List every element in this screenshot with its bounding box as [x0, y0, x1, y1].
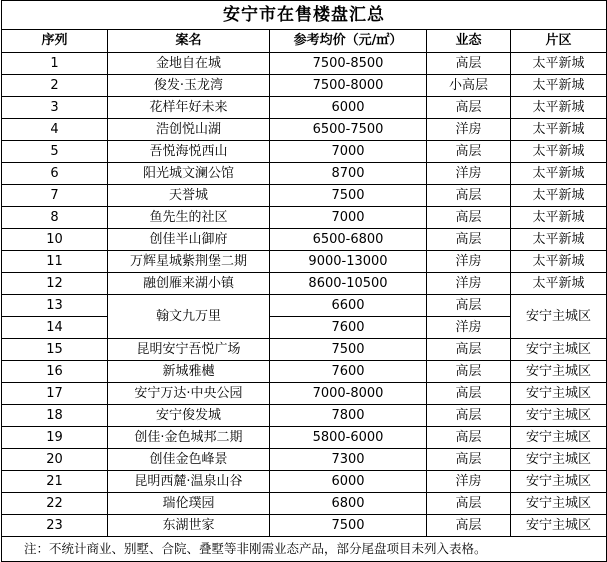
cell-price: 7000: [270, 141, 427, 163]
table-row: [2, 383, 607, 405]
cell-type: 高层: [427, 53, 511, 75]
cell-price: 6500-6800: [270, 229, 427, 251]
cell-index: 3: [2, 97, 108, 119]
header-index: 序列: [2, 30, 108, 53]
table-row: [2, 97, 607, 119]
cell-index: 13: [2, 295, 108, 317]
cell-district: 安宁主城区: [511, 493, 607, 515]
cell-price: 7600: [270, 317, 427, 339]
cell-index: 23: [2, 515, 108, 537]
table-row: [2, 229, 607, 251]
cell-index: 16: [2, 361, 108, 383]
header-district: 片区: [511, 30, 607, 53]
cell-index: 8: [2, 207, 108, 229]
cell-index: 18: [2, 405, 108, 427]
cell-index: 6: [2, 163, 108, 185]
cell-index: 14: [2, 317, 108, 339]
cell-type: 高层: [427, 229, 511, 251]
cell-price: 7000-8000: [270, 383, 427, 405]
cell-name: 创佳金色峰景: [108, 449, 270, 471]
cell-district: 安宁主城区: [511, 339, 607, 361]
cell-price: 7600: [270, 361, 427, 383]
cell-price: 7500-8500: [270, 53, 427, 75]
cell-index: 17: [2, 383, 108, 405]
cell-name: 俊发·玉龙湾: [108, 75, 270, 97]
cell-price: 7500: [270, 339, 427, 361]
table-row: [2, 361, 607, 383]
cell-price: 7300: [270, 449, 427, 471]
cell-type: 洋房: [427, 471, 511, 493]
cell-district: 安宁主城区: [511, 383, 607, 405]
cell-price: 7500: [270, 185, 427, 207]
cell-type: 高层: [427, 361, 511, 383]
header-name: 案名: [108, 30, 270, 53]
cell-district: 安宁主城区: [511, 471, 607, 493]
cell-district: 太平新城: [511, 229, 607, 251]
cell-index: 19: [2, 427, 108, 449]
cell-district: 安宁主城区: [511, 427, 607, 449]
cell-price: 6500-7500: [270, 119, 427, 141]
title-row: [2, 1, 607, 30]
cell-price: 6000: [270, 97, 427, 119]
cell-index: 1: [2, 53, 108, 75]
table-row: [2, 163, 607, 185]
cell-type: 高层: [427, 427, 511, 449]
cell-index: 12: [2, 273, 108, 295]
table-row: [2, 273, 607, 295]
cell-type: 洋房: [427, 163, 511, 185]
cell-name: 新城雅樾: [108, 361, 270, 383]
cell-type: 高层: [427, 339, 511, 361]
cell-name: 创佳·金色城邦二期: [108, 427, 270, 449]
cell-district: 安宁主城区: [511, 515, 607, 537]
cell-type: 洋房: [427, 273, 511, 295]
cell-name: 瑞伦璞园: [108, 493, 270, 515]
cell-index: 15: [2, 339, 108, 361]
table-row: [2, 405, 607, 427]
cell-index: 10: [2, 229, 108, 251]
table-row: [2, 471, 607, 493]
cell-name: 昆明安宁吾悦广场: [108, 339, 270, 361]
cell-name: 金地自在城: [108, 53, 270, 75]
cell-type: 高层: [427, 97, 511, 119]
table-row: [2, 53, 607, 75]
cell-type: 洋房: [427, 251, 511, 273]
cell-name: 创佳半山御府: [108, 229, 270, 251]
cell-type: 高层: [427, 295, 511, 317]
cell-price: 8700: [270, 163, 427, 185]
cell-price: 7500-8000: [270, 75, 427, 97]
cell-index: 7: [2, 185, 108, 207]
cell-type: 洋房: [427, 317, 511, 339]
cell-district: 太平新城: [511, 163, 607, 185]
table-row: [2, 515, 607, 537]
cell-name: 吾悦海悦西山: [108, 141, 270, 163]
cell-name: 万辉星城紫荆堡二期: [108, 251, 270, 273]
cell-district: 安宁主城区: [511, 405, 607, 427]
cell-district: 太平新城: [511, 273, 607, 295]
cell-index: 11: [2, 251, 108, 273]
table-row: [2, 427, 607, 449]
cell-type: 洋房: [427, 119, 511, 141]
cell-type: 高层: [427, 207, 511, 229]
cell-district: 太平新城: [511, 141, 607, 163]
table-row: [2, 295, 607, 317]
header-price: 参考均价（元/㎡）: [270, 30, 427, 53]
header-type: 业态: [427, 30, 511, 53]
cell-name: 花样年好未来: [108, 97, 270, 119]
cell-type: 高层: [427, 141, 511, 163]
header-row: [2, 30, 607, 53]
cell-price: 6600: [270, 295, 427, 317]
cell-index: 22: [2, 493, 108, 515]
cell-type: 高层: [427, 515, 511, 537]
cell-price: 7000: [270, 207, 427, 229]
cell-name: 浩创悦山湖: [108, 119, 270, 141]
table-row: [2, 119, 607, 141]
cell-type: 小高层: [427, 75, 511, 97]
cell-name: 阳光城文澜公馆: [108, 163, 270, 185]
cell-price: 8600-10500: [270, 273, 427, 295]
cell-district: 太平新城: [511, 119, 607, 141]
cell-type: 高层: [427, 449, 511, 471]
table-row: [2, 75, 607, 97]
cell-district-merged: 安宁主城区: [511, 295, 607, 339]
cell-name: 安宁俊发城: [108, 405, 270, 427]
cell-district: 安宁主城区: [511, 449, 607, 471]
cell-district: 安宁主城区: [511, 361, 607, 383]
cell-name-merged: 翰文九万里: [108, 295, 270, 339]
cell-name: 东湖世家: [108, 515, 270, 537]
note-row: [2, 537, 607, 562]
table-row: [2, 339, 607, 361]
cell-name: 鱼先生的社区: [108, 207, 270, 229]
table-row: [2, 141, 607, 163]
cell-district: 太平新城: [511, 97, 607, 119]
cell-district: 太平新城: [511, 75, 607, 97]
cell-index: 5: [2, 141, 108, 163]
table-note: 注：不统计商业、别墅、合院、叠墅等非刚需业态产品，部分尾盘项目未列入表格。: [2, 537, 607, 562]
cell-type: 高层: [427, 185, 511, 207]
cell-district: 太平新城: [511, 207, 607, 229]
cell-type: 高层: [427, 493, 511, 515]
cell-price: 5800-6000: [270, 427, 427, 449]
cell-price: 6000: [270, 471, 427, 493]
cell-price: 7800: [270, 405, 427, 427]
cell-index: 21: [2, 471, 108, 493]
table-row: [2, 493, 607, 515]
cell-type: 高层: [427, 383, 511, 405]
cell-price: 9000-13000: [270, 251, 427, 273]
cell-index: 20: [2, 449, 108, 471]
cell-district: 太平新城: [511, 53, 607, 75]
cell-name: 融创雁来湖小镇: [108, 273, 270, 295]
cell-type: 高层: [427, 405, 511, 427]
cell-district: 太平新城: [511, 185, 607, 207]
cell-district: 太平新城: [511, 251, 607, 273]
cell-name: 安宁万达·中央公园: [108, 383, 270, 405]
table-row: [2, 449, 607, 471]
table-row: [2, 185, 607, 207]
listing-table: [1, 0, 607, 562]
cell-name: 天誉城: [108, 185, 270, 207]
cell-price: 7500: [270, 515, 427, 537]
cell-index: 4: [2, 119, 108, 141]
cell-index: 2: [2, 75, 108, 97]
table-title: 安宁市在售楼盘汇总: [2, 1, 607, 30]
table-row: [2, 251, 607, 273]
table-row: [2, 207, 607, 229]
cell-name: 昆明西麓·温泉山谷: [108, 471, 270, 493]
cell-price: 6800: [270, 493, 427, 515]
